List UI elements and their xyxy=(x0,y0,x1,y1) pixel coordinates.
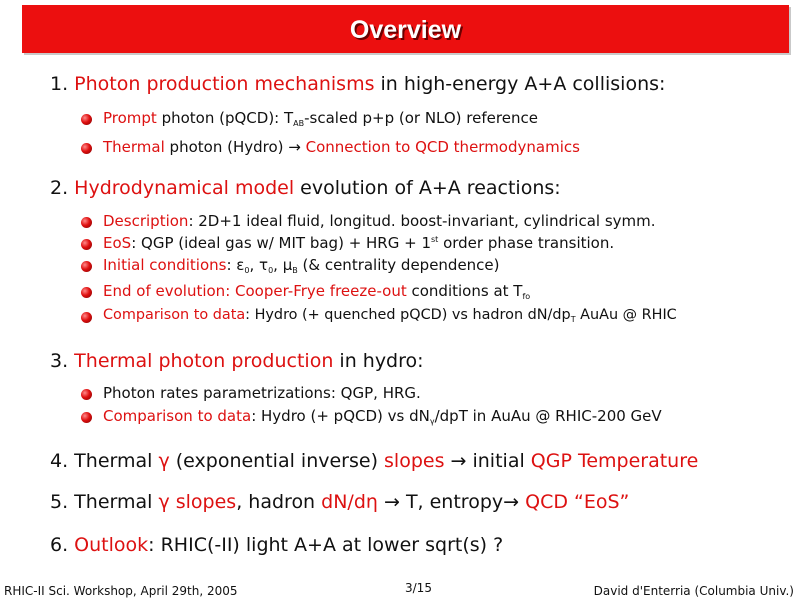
section-keyword: slopes xyxy=(384,450,445,472)
subscript: 0 xyxy=(268,266,274,275)
item-text: photon (pQCD): T xyxy=(156,109,294,127)
item-keyword: Connection to QCD thermodynamics xyxy=(300,138,580,156)
red-sphere-bullet-icon xyxy=(81,114,92,125)
arrow-icon: → xyxy=(288,138,301,156)
subscript: B xyxy=(292,266,298,275)
arrow-icon: → xyxy=(503,491,526,513)
s1-item-prompt xyxy=(103,109,538,128)
slide-title: Overview xyxy=(349,16,462,44)
section-1-text: in high-energy A+A collisions: xyxy=(374,73,666,95)
s2-item-end-of-evolution xyxy=(103,282,530,301)
section-number: 2. xyxy=(50,177,75,199)
item-text: AuAu @ RHIC xyxy=(575,307,677,323)
section-1 xyxy=(50,73,665,95)
section-number: 4. xyxy=(50,450,75,472)
section-3 xyxy=(50,350,424,372)
section-6-keyword: Outlook xyxy=(74,534,149,556)
section-keyword: dN/dη xyxy=(321,491,378,513)
s2-item-eos xyxy=(103,234,614,252)
section-number: 6. xyxy=(50,534,75,556)
section-4 xyxy=(50,450,698,472)
item-text: Photon rates parametrizations: QGP, HRG. xyxy=(103,384,421,402)
item-keyword: EoS xyxy=(103,234,132,252)
item-text: : Hydro (+ quenched pQCD) vs hadron dN/dp xyxy=(245,307,571,323)
item-text: : ε xyxy=(226,256,245,274)
red-sphere-bullet-icon xyxy=(81,312,92,323)
item-keyword: Initial conditions xyxy=(103,256,227,274)
section-keyword: γ slopes xyxy=(158,491,237,513)
subscript: γ xyxy=(429,417,435,426)
item-text: : QGP (ideal gas w/ MIT bag) + HRG + 1 xyxy=(131,234,431,252)
item-text: conditions at T xyxy=(406,282,523,300)
title-bar xyxy=(22,5,789,53)
section-5 xyxy=(50,491,629,513)
item-keyword: Description xyxy=(103,212,189,230)
item-text: (& centrality dependence) xyxy=(297,256,500,274)
subscript: 0 xyxy=(244,266,250,275)
item-text: order phase transition. xyxy=(438,234,615,252)
item-text: : 2D+1 ideal fluid, longitud. boost-invariant, cylindrical symm. xyxy=(188,212,656,230)
section-2-keyword: Hydrodynamical model xyxy=(74,177,295,199)
section-text: Thermal xyxy=(74,450,159,472)
section-6 xyxy=(50,534,503,556)
red-sphere-bullet-icon xyxy=(81,412,92,423)
item-text: : Hydro (+ pQCD) vs dN xyxy=(251,407,430,425)
item-keyword: Comparison to data xyxy=(103,407,252,425)
subscript: fo xyxy=(522,292,531,301)
item-text: , τ xyxy=(249,256,269,274)
section-1-keyword: Photon production mechanisms xyxy=(74,73,375,95)
item-keyword: Thermal xyxy=(103,138,165,156)
s2-item-description xyxy=(103,212,656,230)
s3-item-rates xyxy=(103,384,421,402)
superscript: st xyxy=(431,235,439,244)
section-6-text: : RHIC(-II) light A+A at lower sqrt(s) ? xyxy=(148,534,504,556)
s2-item-initial-conditions xyxy=(103,256,500,275)
section-3-keyword: Thermal photon production xyxy=(74,350,334,372)
s3-item-comparison xyxy=(103,407,662,426)
page-number: 3/15 xyxy=(405,581,432,595)
section-3-text: in hydro: xyxy=(333,350,424,372)
item-text: , μ xyxy=(273,256,293,274)
section-keyword: QCD “EoS” xyxy=(525,491,630,513)
subscript: T xyxy=(570,315,576,324)
red-sphere-bullet-icon xyxy=(81,217,92,228)
section-number: 1. xyxy=(50,73,75,95)
s1-item-thermal xyxy=(103,138,580,156)
red-sphere-bullet-icon xyxy=(81,287,92,298)
section-text: initial xyxy=(472,450,531,472)
section-text: (exponential inverse) xyxy=(169,450,385,472)
section-number: 5. xyxy=(50,491,75,513)
red-sphere-bullet-icon xyxy=(81,143,92,154)
item-text: /dpT in AuAu @ RHIC-200 GeV xyxy=(434,407,662,425)
arrow-icon: → xyxy=(444,450,473,472)
footer-right: David d'Enterria (Columbia Univ.) xyxy=(593,584,794,598)
section-text: , hadron xyxy=(236,491,322,513)
section-text: T, entropy xyxy=(405,491,504,513)
section-2 xyxy=(50,177,561,199)
red-sphere-bullet-icon xyxy=(81,261,92,272)
subscript: AB xyxy=(293,119,305,128)
footer-left: RHIC-II Sci. Workshop, April 29th, 2005 xyxy=(4,584,238,598)
red-sphere-bullet-icon xyxy=(81,239,92,250)
item-keyword: Prompt xyxy=(103,109,157,127)
item-keyword: End of evolution: Cooper-Frye freeze-out xyxy=(103,282,407,300)
arrow-icon: → xyxy=(377,491,406,513)
s2-item-comparison xyxy=(103,307,677,324)
section-number: 3. xyxy=(50,350,75,372)
item-keyword: Comparison to data xyxy=(103,307,246,323)
gamma-symbol: γ xyxy=(158,450,170,472)
item-text: -scaled p+p (or NLO) reference xyxy=(304,109,538,127)
section-text: Thermal xyxy=(74,491,159,513)
item-text: photon (Hydro) xyxy=(164,138,289,156)
red-sphere-bullet-icon xyxy=(81,389,92,400)
section-keyword: QGP Temperature xyxy=(530,450,699,472)
section-2-text: evolution of A+A reactions: xyxy=(294,177,561,199)
